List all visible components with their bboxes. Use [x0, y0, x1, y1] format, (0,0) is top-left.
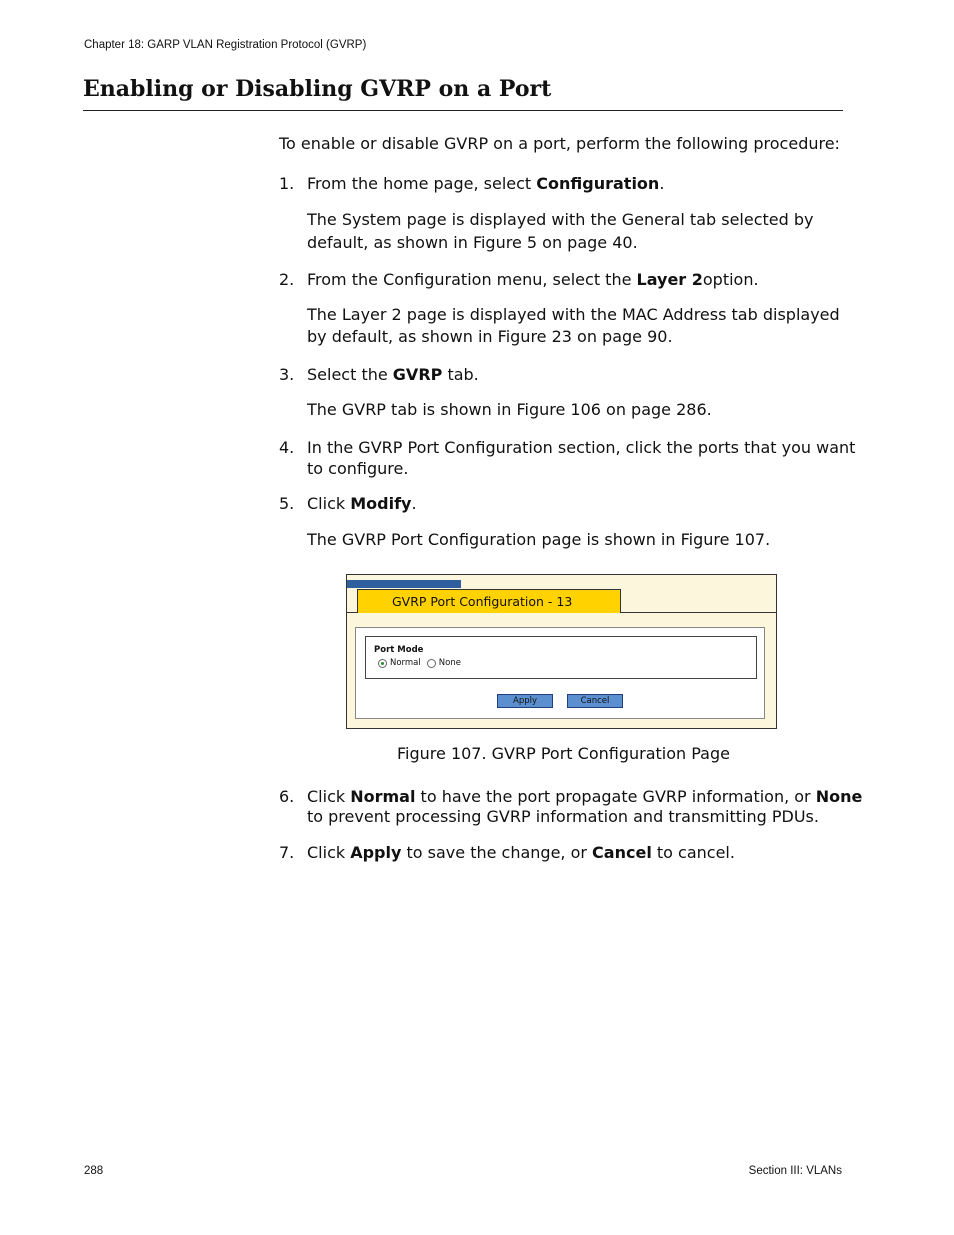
page-number: 288 [84, 1165, 104, 1177]
step-3-note: The GVRP tab is shown in Figure 106 on page 286. [307, 400, 712, 419]
figure-top-strip [347, 580, 461, 588]
config-panel [355, 627, 765, 719]
step-2-note-line-2: by default, as shown in Figure 23 on page 90. [307, 327, 673, 346]
radio-normal[interactable] [378, 659, 387, 668]
tab-gvrp-port-configuration[interactable]: GVRP Port Configuration - 13 [357, 589, 621, 613]
radio-none[interactable] [427, 659, 436, 668]
step-3-number: 3. [279, 365, 295, 384]
step-6-number: 6. [279, 787, 295, 806]
step-5-text: Click Modify. [307, 494, 417, 513]
step-1-note-line-2: default, as shown in Figure 5 on page 40. [307, 233, 638, 252]
step-2-note-line-1: The Layer 2 page is displayed with the MAC Address tab displayed [307, 305, 840, 324]
port-mode-group [365, 636, 757, 679]
step-1-number: 1. [279, 174, 295, 193]
figure-caption: Figure 107. GVRP Port Configuration Page [397, 744, 730, 763]
apply-button[interactable]: Apply [497, 694, 553, 708]
port-mode-title: Port Mode [374, 645, 424, 655]
port-mode-radios [378, 658, 467, 668]
step-7-number: 7. [279, 843, 295, 862]
step-2-number: 2. [279, 270, 295, 289]
step-3-text: Select the GVRP tab. [307, 365, 479, 384]
intro-paragraph: To enable or disable GVRP on a port, perform the following procedure: [279, 134, 840, 153]
running-head: Chapter 18: GARP VLAN Registration Protocol (GVRP) [84, 39, 367, 51]
step-5-number: 5. [279, 494, 295, 513]
radio-none-label: None [438, 658, 461, 668]
tab-baseline [620, 612, 776, 613]
step-6-line-2: to prevent processing GVRP information and transmitting PDUs. [307, 807, 819, 826]
step-4-line-2: to configure. [307, 459, 409, 478]
step-6-line-1: Click Normal to have the port propagate GVRP information, or None [307, 787, 863, 806]
radio-normal-label: Normal [390, 658, 421, 668]
gvrp-port-config-figure [346, 574, 777, 729]
step-5-note: The GVRP Port Configuration page is shown in Figure 107. [307, 530, 771, 549]
step-4-line-1: In the GVRP Port Configuration section, click the ports that you want [307, 438, 856, 457]
step-1-note-line-1: The System page is displayed with the General tab selected by [307, 210, 814, 229]
cancel-button[interactable]: Cancel [567, 694, 623, 708]
section-label: Section III: VLANs [748, 1165, 842, 1177]
step-1-text: From the home page, select Configuration. [307, 174, 665, 193]
step-7-text: Click Apply to save the change, or Cancel to cancel. [307, 843, 735, 862]
tab-baseline-left [347, 612, 357, 613]
step-4-number: 4. [279, 438, 295, 457]
page-heading: Enabling or Disabling GVRP on a Port [83, 76, 552, 102]
heading-rule [83, 110, 843, 111]
step-2-text: From the Configuration menu, select the Layer 2option. [307, 270, 759, 289]
